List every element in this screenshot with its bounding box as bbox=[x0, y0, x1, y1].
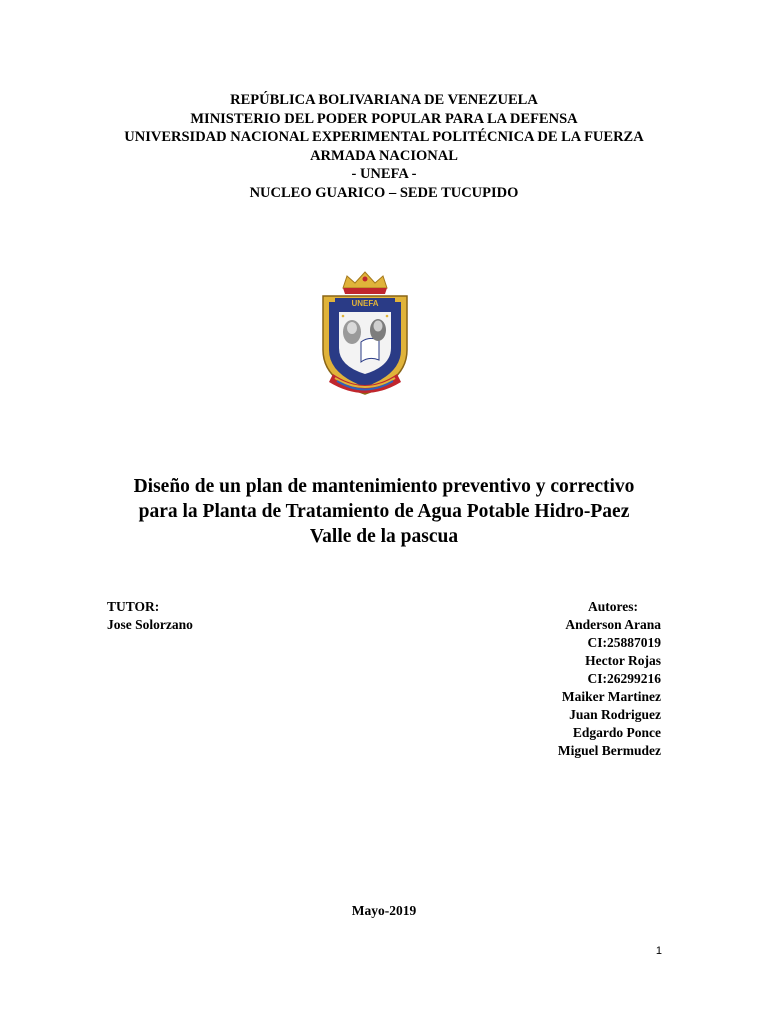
author-line: Maiker Martinez bbox=[561, 689, 661, 704]
author-line: Edgardo Ponce bbox=[572, 725, 661, 740]
author-line: Anderson Arana bbox=[565, 617, 661, 632]
tutor-block bbox=[107, 598, 193, 634]
author-line: Juan Rodriguez bbox=[569, 707, 661, 722]
authors-block bbox=[558, 598, 661, 760]
header-line: UNIVERSIDAD NACIONAL EXPERIMENTAL POLITÉCNICA DE LA FUERZA bbox=[124, 129, 644, 145]
author-line: Miguel Bermudez bbox=[557, 743, 661, 758]
header-line: MINISTERIO DEL PODER POPULAR PARA LA DEFENSA bbox=[190, 110, 578, 127]
authors-label: Autores: bbox=[588, 599, 638, 614]
crest-text: UNEFA bbox=[351, 299, 379, 308]
author-line: CI:25887019 bbox=[587, 635, 661, 650]
tutor-label: TUTOR: bbox=[107, 599, 160, 614]
author-line: CI:26299216 bbox=[587, 671, 661, 686]
tutor-name: Jose Solorzano bbox=[107, 617, 193, 632]
document-date: Mayo-2019 bbox=[351, 903, 417, 918]
header-line: REPÚBLICA BOLIVARIANA DE VENEZUELA bbox=[230, 92, 538, 108]
thesis-title bbox=[0, 474, 768, 549]
header-line: NUCLEO GUARICO – SEDE TUCUPIDO bbox=[249, 184, 519, 201]
header-line: ARMADA NACIONAL bbox=[310, 147, 458, 164]
unefa-crest-icon bbox=[313, 270, 417, 402]
institution-header bbox=[0, 91, 768, 202]
page-number: 1 bbox=[655, 945, 662, 957]
author-line: Hector Rojas bbox=[585, 653, 661, 668]
title-line: Valle de la pascua bbox=[309, 526, 459, 547]
title-line: para la Planta de Tratamiento de Agua Potable Hidro-Paez bbox=[138, 501, 630, 522]
title-line: Diseño de un plan de mantenimiento preventivo y correctivo bbox=[133, 476, 635, 497]
header-line: - UNEFA - bbox=[351, 166, 417, 182]
